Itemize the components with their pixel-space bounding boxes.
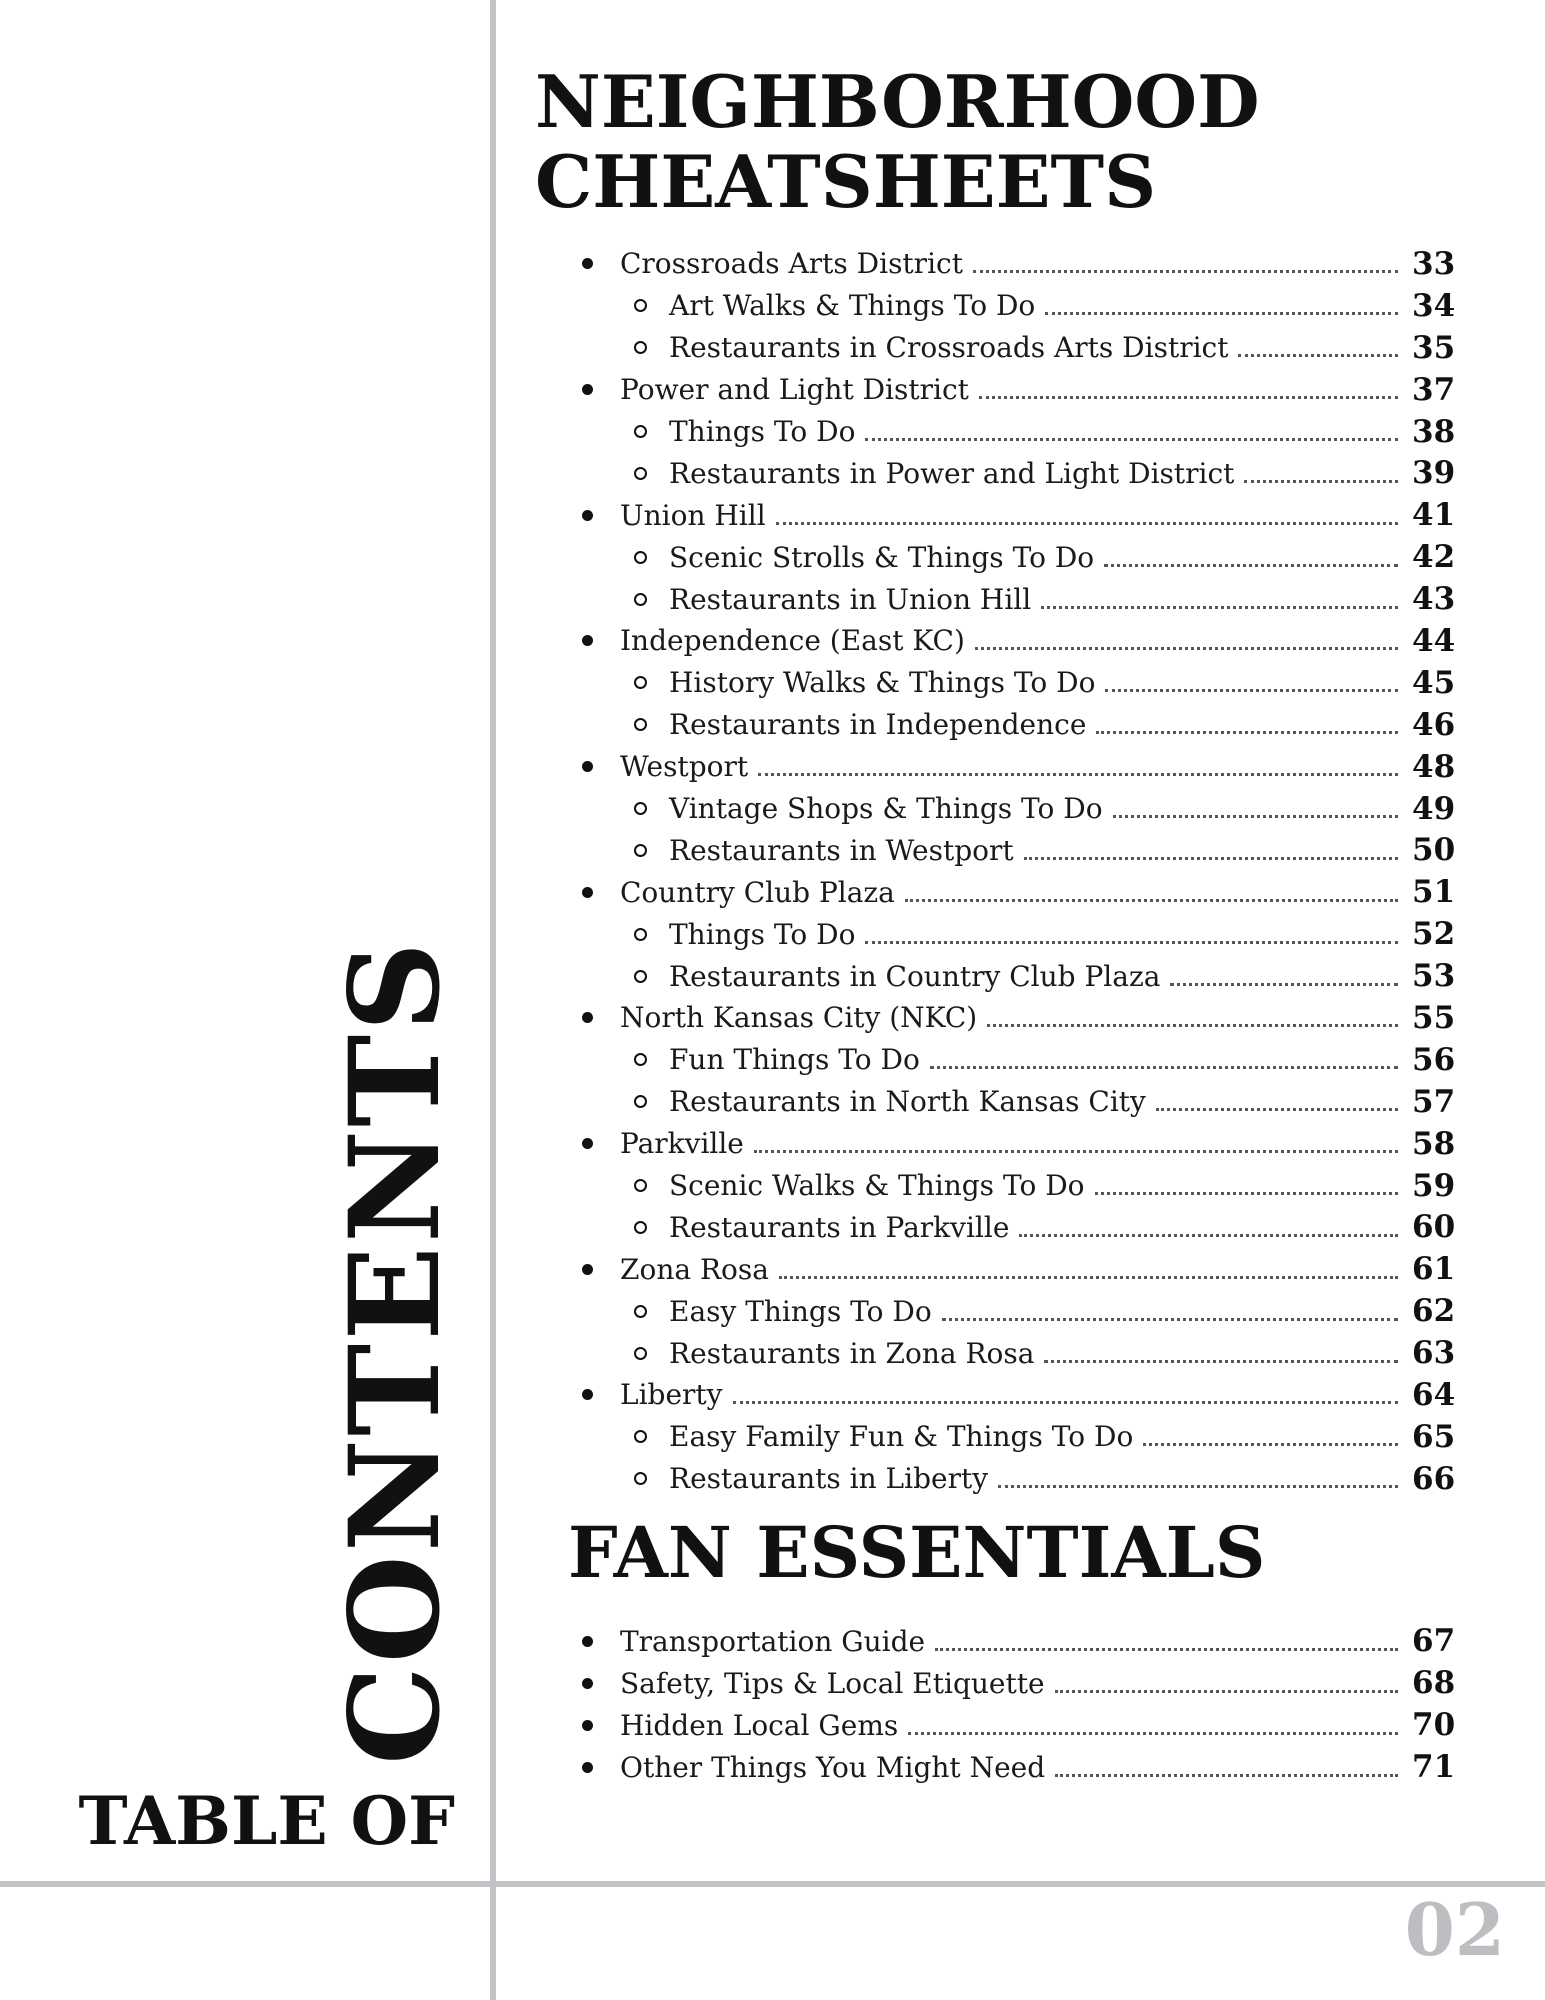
toc-entry-page: 51 <box>1412 874 1456 911</box>
bullet-icon <box>582 1678 593 1689</box>
dot-leader <box>1170 983 1398 986</box>
dot-leader <box>1095 1192 1398 1195</box>
dot-leader <box>1143 1443 1398 1446</box>
dot-leader <box>1024 857 1398 860</box>
hollow-bullet-icon <box>634 1430 647 1443</box>
section-heading-neighborhood <box>535 59 1260 224</box>
dot-leader <box>942 1318 1398 1321</box>
toc-entry-page: 64 <box>1412 1376 1456 1413</box>
bullet-icon <box>582 510 593 521</box>
toc-entry-page: 39 <box>1412 455 1456 492</box>
toc-entry-page: 71 <box>1412 1749 1456 1785</box>
dot-leader <box>1019 1234 1398 1237</box>
toc-entry-label: Transportation Guide <box>620 1624 926 1658</box>
hollow-bullet-icon <box>634 299 647 312</box>
toc-entry-page: 56 <box>1412 1041 1456 1078</box>
toc-entry-page: 62 <box>1412 1293 1456 1330</box>
toc-entry-label: Independence (East KC) <box>620 624 965 658</box>
hollow-bullet-icon <box>634 970 647 983</box>
toc-entry <box>580 1746 1466 1788</box>
toc-entry-label: Scenic Strolls & Things To Do <box>669 540 1095 574</box>
dot-leader <box>935 1648 1398 1651</box>
bullet-icon <box>582 1762 593 1773</box>
toc-subentry <box>580 578 1466 620</box>
dot-leader <box>1041 606 1398 609</box>
toc-subentry <box>580 285 1466 327</box>
toc-entry-page: 46 <box>1412 706 1456 743</box>
toc-entry-label: North Kansas City (NKC) <box>620 1001 978 1035</box>
toc-subentry <box>580 1332 1466 1374</box>
toc-entry-page: 43 <box>1412 581 1456 618</box>
dot-leader <box>1244 480 1398 483</box>
dot-leader <box>1096 731 1398 734</box>
toc-entry-label: Restaurants in Country Club Plaza <box>669 959 1161 993</box>
hollow-bullet-icon <box>634 718 647 731</box>
toc-entry-label: Union Hill <box>620 498 766 532</box>
dot-leader <box>865 438 1398 441</box>
toc-subentry <box>580 1416 1466 1458</box>
toc-subentry <box>580 788 1466 830</box>
toc-entry-page: 35 <box>1412 329 1456 366</box>
toc-entry-page: 58 <box>1412 1125 1456 1162</box>
bullet-icon <box>582 1264 593 1275</box>
dot-leader <box>865 941 1398 944</box>
toc-entry-label: Scenic Walks & Things To Do <box>669 1169 1085 1203</box>
toc-entry-page: 68 <box>1412 1665 1456 1701</box>
dot-leader <box>1045 312 1398 315</box>
dot-leader <box>979 396 1398 399</box>
hollow-bullet-icon <box>634 1305 647 1318</box>
toc-entry-page: 38 <box>1412 413 1456 450</box>
toc-entry-label: Things To Do <box>669 917 856 951</box>
bullet-icon <box>582 384 593 395</box>
bullet-icon <box>582 761 593 772</box>
hollow-bullet-icon <box>634 1179 647 1192</box>
hollow-bullet-icon <box>634 551 647 564</box>
toc-entry-page: 45 <box>1412 664 1456 701</box>
dot-leader <box>1104 564 1398 567</box>
toc-subentry <box>580 536 1466 578</box>
toc-entry <box>580 1662 1466 1704</box>
toc-entry-page: 70 <box>1412 1707 1456 1743</box>
dot-leader <box>1156 1108 1398 1111</box>
toc-subentry <box>580 411 1466 453</box>
toc-entry-label: Easy Family Fun & Things To Do <box>669 1420 1134 1454</box>
toc-entry-label: Restaurants in Parkville <box>669 1210 1010 1244</box>
toc-entry-page: 33 <box>1412 245 1456 282</box>
toc-entry-label: Restaurants in Independence <box>669 708 1087 742</box>
toc-subentry <box>580 1039 1466 1081</box>
toc-entry <box>580 369 1466 411</box>
toc-entry <box>580 1704 1466 1746</box>
side-title-table-of: TABLE OF <box>78 1782 455 1860</box>
toc-list-fan-essentials <box>580 1620 1466 1788</box>
toc-subentry <box>580 1206 1466 1248</box>
dot-leader <box>1055 1774 1398 1777</box>
dot-leader <box>1044 1360 1398 1363</box>
toc-entry-label: Restaurants in Union Hill <box>669 582 1032 616</box>
toc-entry-label: Easy Things To Do <box>669 1294 932 1328</box>
toc-subentry <box>580 955 1466 997</box>
toc-subentry <box>580 1081 1466 1123</box>
dot-leader <box>905 899 1398 902</box>
toc-entry-page: 50 <box>1412 832 1456 869</box>
hollow-bullet-icon <box>634 593 647 606</box>
toc-subentry <box>580 829 1466 871</box>
bullet-icon <box>582 1389 593 1400</box>
side-title-contents: CONTENTS <box>323 938 468 1765</box>
toc-entry-page: 63 <box>1412 1335 1456 1372</box>
hollow-bullet-icon <box>634 1095 647 1108</box>
toc-entry-page: 37 <box>1412 371 1456 408</box>
toc-entry-page: 61 <box>1412 1251 1456 1288</box>
horizontal-divider <box>0 1881 1545 1887</box>
section-heading-fan-essentials <box>568 1508 1265 1598</box>
toc-entry-page: 53 <box>1412 958 1456 995</box>
toc-entry <box>580 620 1466 662</box>
toc-entry <box>580 746 1466 788</box>
dot-leader <box>1055 1690 1398 1693</box>
dot-leader <box>975 647 1398 650</box>
toc-entry-label: Zona Rosa <box>620 1252 769 1286</box>
dot-leader <box>1238 354 1398 357</box>
toc-entry-page: 55 <box>1412 999 1456 1036</box>
toc-entry <box>580 494 1466 536</box>
hollow-bullet-icon <box>634 844 647 857</box>
toc-entry-page: 34 <box>1412 287 1456 324</box>
bullet-icon <box>582 258 593 269</box>
toc-subentry <box>580 452 1466 494</box>
toc-subentry <box>580 1290 1466 1332</box>
toc-entry-label: Vintage Shops & Things To Do <box>669 792 1103 826</box>
toc-entry-page: 52 <box>1412 916 1456 953</box>
toc-entry <box>580 1248 1466 1290</box>
dot-leader <box>908 1732 1398 1735</box>
toc-entry-page: 48 <box>1412 748 1456 785</box>
dot-leader <box>733 1401 1399 1404</box>
vertical-divider <box>490 0 496 2000</box>
toc-list-neighborhood <box>580 243 1466 1500</box>
toc-entry-label: Power and Light District <box>620 373 969 407</box>
toc-entry-label: History Walks & Things To Do <box>669 666 1096 700</box>
toc-subentry <box>580 1165 1466 1207</box>
toc-entry <box>580 1374 1466 1416</box>
hollow-bullet-icon <box>634 802 647 815</box>
section-heading-line: FAN ESSENTIALS <box>568 1511 1266 1594</box>
toc-entry-label: Liberty <box>620 1378 723 1412</box>
toc-entry-label: Restaurants in Zona Rosa <box>669 1336 1035 1370</box>
bullet-icon <box>582 1636 593 1647</box>
toc-entry-label: Fun Things To Do <box>669 1043 920 1077</box>
toc-entry <box>580 871 1466 913</box>
toc-entry-page: 59 <box>1412 1167 1456 1204</box>
toc-entry <box>580 997 1466 1039</box>
toc-entry-label: Restaurants in North Kansas City <box>669 1085 1146 1119</box>
hollow-bullet-icon <box>634 425 647 438</box>
hollow-bullet-icon <box>634 341 647 354</box>
toc-entry <box>580 1123 1466 1165</box>
section-heading-line: NEIGHBORHOOD <box>535 59 1260 144</box>
toc-subentry <box>580 704 1466 746</box>
dot-leader <box>779 1276 1398 1279</box>
toc-entry-page: 60 <box>1412 1209 1456 1246</box>
bullet-icon <box>582 1138 593 1149</box>
toc-entry-page: 49 <box>1412 790 1456 827</box>
bullet-icon <box>582 1720 593 1731</box>
hollow-bullet-icon <box>634 928 647 941</box>
toc-entry-label: Westport <box>620 750 749 784</box>
toc-entry-label: Safety, Tips & Local Etiquette <box>620 1666 1045 1700</box>
section-heading-line: CHEATSHEETS <box>535 139 1157 224</box>
toc-entry-label: Hidden Local Gems <box>620 1708 899 1742</box>
toc-entry <box>580 1620 1466 1662</box>
dot-leader <box>973 270 1398 273</box>
toc-entry-page: 65 <box>1412 1418 1456 1455</box>
hollow-bullet-icon <box>634 467 647 480</box>
toc-entry-page: 67 <box>1412 1623 1456 1659</box>
toc-entry-page: 57 <box>1412 1083 1456 1120</box>
dot-leader <box>987 1024 1398 1027</box>
bullet-icon <box>582 635 593 646</box>
toc-entry-page: 44 <box>1412 622 1456 659</box>
hollow-bullet-icon <box>634 1221 647 1234</box>
dot-leader <box>776 522 1398 525</box>
toc-subentry <box>580 662 1466 704</box>
dot-leader <box>1113 815 1398 818</box>
toc-entry-label: Crossroads Arts District <box>620 247 963 281</box>
hollow-bullet-icon <box>634 1472 647 1485</box>
toc-subentry <box>580 913 1466 955</box>
toc-entry-label: Parkville <box>620 1127 744 1161</box>
bullet-icon <box>582 887 593 898</box>
toc-entry-page: 41 <box>1412 497 1456 534</box>
dot-leader <box>758 773 1398 776</box>
toc-entry-label: Restaurants in Liberty <box>669 1462 989 1496</box>
dot-leader <box>998 1485 1398 1488</box>
hollow-bullet-icon <box>634 1347 647 1360</box>
page-number: 02 <box>1404 1887 1505 1972</box>
toc-entry-label: Restaurants in Crossroads Arts District <box>669 331 1229 365</box>
toc-entry-label: Other Things You Might Need <box>620 1750 1046 1784</box>
toc-entry <box>580 243 1466 285</box>
hollow-bullet-icon <box>634 1053 647 1066</box>
toc-entry-page: 66 <box>1412 1460 1456 1497</box>
toc-entry-label: Things To Do <box>669 415 856 448</box>
toc-subentry <box>580 327 1466 369</box>
dot-leader <box>1105 689 1398 692</box>
dot-leader <box>930 1066 1398 1069</box>
toc-entry-label: Restaurants in Power and Light District <box>669 456 1235 490</box>
toc-subentry <box>580 1458 1466 1500</box>
toc-entry-page: 42 <box>1412 539 1456 576</box>
toc-entry-label: Restaurants in Westport <box>669 833 1014 867</box>
hollow-bullet-icon <box>634 676 647 689</box>
toc-entry-label: Art Walks & Things To Do <box>669 289 1036 323</box>
bullet-icon <box>582 1012 593 1023</box>
toc-entry-label: Country Club Plaza <box>620 875 895 909</box>
dot-leader <box>754 1150 1398 1153</box>
